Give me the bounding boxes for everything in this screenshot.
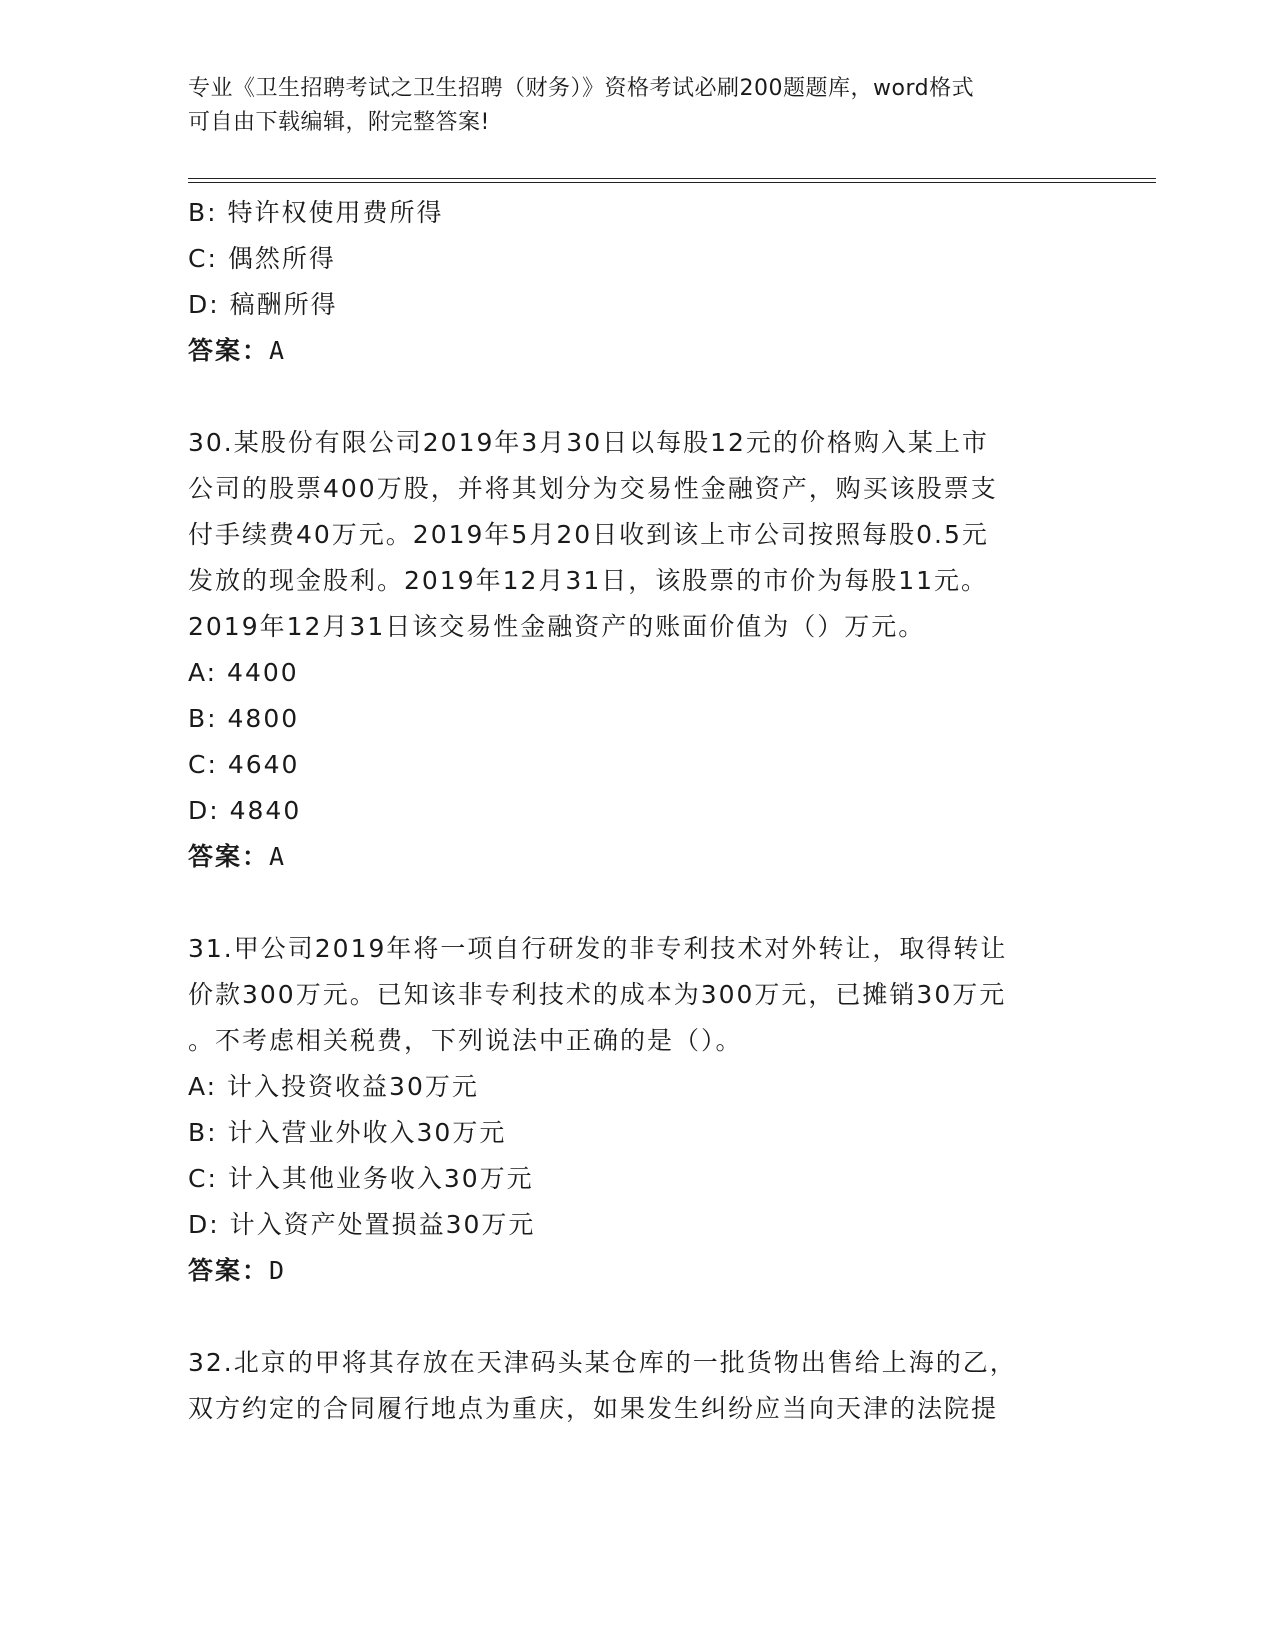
option-a: A: 计入投资收益30万元 <box>188 1072 479 1101</box>
answer-value: D <box>269 1256 285 1285</box>
header-title-line-1: 专业《卫生招聘考试之卫生招聘（财务）》资格考试必刷200题题库，word格式 <box>188 76 975 101</box>
answer-line <box>188 328 1088 374</box>
question-31 <box>188 926 1088 1294</box>
option-c: C: 计入其他业务收入30万元 <box>188 1164 534 1193</box>
question-text-line: 双方约定的合同履行地点为重庆，如果发生纠纷应当向天津的法院提 <box>188 1394 999 1423</box>
answer-value: A <box>269 842 285 871</box>
document-header <box>188 72 1088 140</box>
question-text-line: 30.某股份有限公司2019年3月30日以每股12元的价格购入某上市 <box>188 428 989 457</box>
question-29-continued <box>188 190 1088 374</box>
option-b: B: 4800 <box>188 704 300 733</box>
answer-value: A <box>269 336 285 365</box>
answer-label: 答案： <box>188 842 270 871</box>
answer-label: 答案： <box>188 1256 270 1285</box>
answer-label: 答案： <box>188 336 270 365</box>
option-c: C: 4640 <box>188 750 300 779</box>
option-b: B: 特许权使用费所得 <box>188 198 444 227</box>
question-text-line: 价款300万元。已知该非专利技术的成本为300万元，已摊销30万元 <box>188 980 1007 1009</box>
question-gap <box>188 880 1088 926</box>
question-text-line: 发放的现金股利。2019年12月31日，该股票的市价为每股11元。 <box>188 566 989 595</box>
question-text-line: 公司的股票400万股，并将其划分为交易性金融资产，购买该股票支 <box>188 474 998 503</box>
question-content <box>188 190 1088 1432</box>
question-text-line: 32.北京的甲将其存放在天津码头某仓库的一批货物出售给上海的乙， <box>188 1348 1017 1377</box>
question-30 <box>188 420 1088 880</box>
answer-line <box>188 1248 1088 1294</box>
question-text-line: 31.甲公司2019年将一项自行研发的非专利技术对外转让，取得转让 <box>188 934 1008 963</box>
answer-line <box>188 834 1088 880</box>
option-c: C: 偶然所得 <box>188 244 336 273</box>
question-text-line: 付手续费40万元。2019年5月20日收到该上市公司按照每股0.5元 <box>188 520 989 549</box>
option-b: B: 计入营业外收入30万元 <box>188 1118 507 1147</box>
question-text-line: 2019年12月31日该交易性金融资产的账面价值为（）万元。 <box>188 612 926 641</box>
header-title-line-2: 可自由下载编辑，附完整答案! <box>188 110 490 135</box>
header-divider <box>188 178 1156 183</box>
question-text-line: 。不考虑相关税费，下列说法中正确的是（）。 <box>188 1026 743 1055</box>
option-d: D: 4840 <box>188 796 302 825</box>
question-gap <box>188 374 1088 420</box>
question-gap <box>188 1294 1088 1340</box>
option-d: D: 计入资产处置损益30万元 <box>188 1210 536 1239</box>
option-a: A: 4400 <box>188 658 299 687</box>
option-d: D: 稿酬所得 <box>188 290 338 319</box>
question-32 <box>188 1340 1088 1432</box>
